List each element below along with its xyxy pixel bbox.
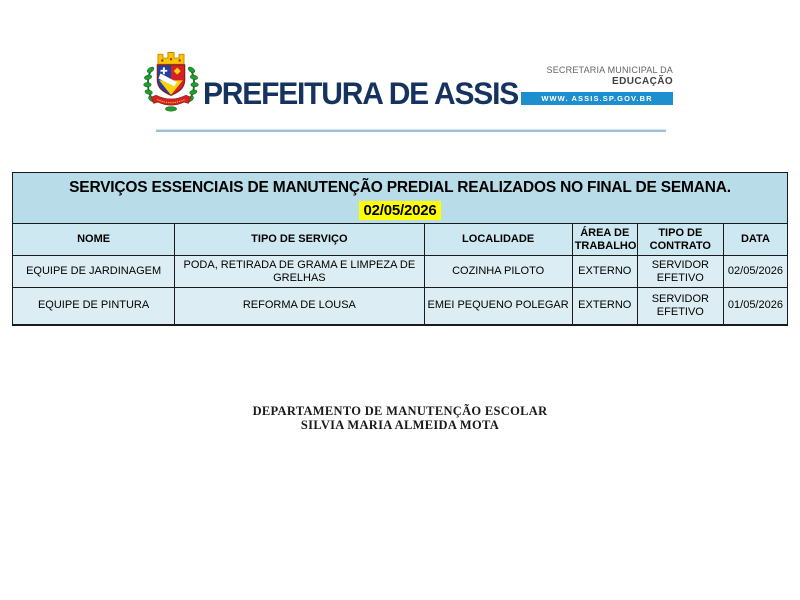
column-header: NOME (13, 224, 175, 256)
secretariat-line2: EDUCAÇÃO (612, 76, 673, 87)
header-divider (156, 129, 666, 132)
table-cell: COZINHA PILOTO (424, 256, 572, 288)
signature-footer (0, 404, 800, 432)
date-highlight: 02/05/2026 (359, 201, 440, 220)
table-cell: REFORMA DE LOUSA (175, 288, 424, 325)
table-cell: SERVIDOR EFETIVO (637, 256, 723, 288)
table-header-row (13, 224, 788, 256)
column-header: TIPO DE CONTRATO (637, 224, 723, 256)
column-header: ÁREA DE TRABALHO (572, 224, 637, 256)
table-cell: EXTERNO (572, 256, 637, 288)
assis-coat-of-arms-logo (140, 46, 202, 116)
signature-name: SILVIA MARIA ALMEIDA MOTA (300, 418, 500, 432)
table-row (13, 288, 788, 325)
table-cell: EMEI PEQUENO POLEGAR (424, 288, 572, 325)
table-cell: PODA, RETIRADA DE GRAMA E LIMPEZA DE GRELHAS (175, 256, 424, 288)
table-cell: EQUIPE DE JARDINAGEM (13, 256, 175, 288)
column-header: DATA (723, 224, 787, 256)
table-title-cell (13, 173, 788, 224)
table-cell: 02/05/2026 (723, 256, 787, 288)
brand-wordmark: PREFEITURA DE ASSIS (203, 77, 519, 112)
website-bar: WWW. ASSIS.SP.GOV.BR (521, 92, 673, 105)
secretariat-block (521, 65, 673, 105)
table-row (13, 256, 788, 288)
column-header: TIPO DE SERVIÇO (175, 224, 424, 256)
table-title: SERVIÇOS ESSENCIAIS DE MANUTENÇÃO PREDIAL REALIZADOS NO FINAL DE SEMANA. (69, 178, 731, 196)
table-cell: SERVIDOR EFETIVO (637, 288, 723, 325)
date-line (15, 201, 785, 220)
table-body (13, 256, 788, 325)
column-header: LOCALIDADE (424, 224, 572, 256)
table-cell: EQUIPE DE PINTURA (13, 288, 175, 325)
coat-of-arms-icon (140, 46, 202, 116)
table-title-row (13, 173, 788, 224)
services-table (12, 172, 788, 326)
table-cell: EXTERNO (572, 288, 637, 325)
table-cell: 01/05/2026 (723, 288, 787, 325)
department-name: DEPARTAMENTO DE MANUTENÇÃO ESCOLAR (252, 404, 548, 418)
secretariat-line1: SECRETARIA MUNICIPAL DA (546, 65, 673, 75)
